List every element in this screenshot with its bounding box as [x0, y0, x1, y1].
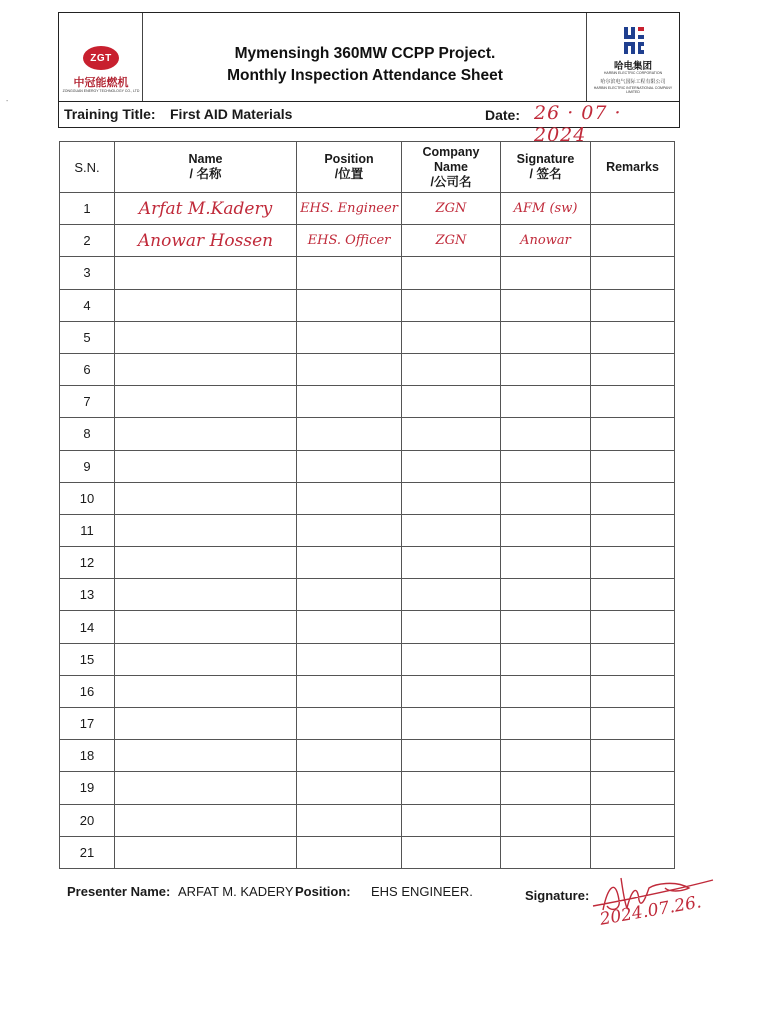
cell-signature [501, 450, 591, 482]
cell-name [115, 289, 297, 321]
date-label: Date: [485, 107, 521, 123]
cell-position [297, 611, 402, 643]
header-remarks: Remarks [591, 142, 675, 193]
cell-sn: 9 [60, 450, 115, 482]
cell-sn: 13 [60, 579, 115, 611]
cell-name [115, 804, 297, 836]
cell-signature [501, 675, 591, 707]
table-row [60, 418, 675, 450]
cell-name: Anowar Hossen [115, 225, 297, 257]
cell-position [297, 514, 402, 546]
cell-name [115, 321, 297, 353]
cell-sn: 10 [60, 482, 115, 514]
table-row [60, 321, 675, 353]
cell-position [297, 450, 402, 482]
document-header [58, 12, 680, 102]
cell-remarks [591, 353, 675, 385]
cell-signature [501, 579, 591, 611]
cell-position [297, 289, 402, 321]
zgt-logo-badge: ZGT [83, 46, 119, 70]
date-value-handwritten: 26 · 07 · 2024 [534, 102, 622, 146]
cell-signature [501, 482, 591, 514]
cell-remarks [591, 482, 675, 514]
cell-signature [501, 289, 591, 321]
cell-remarks [591, 675, 675, 707]
cell-sn: 12 [60, 547, 115, 579]
cell-sn: 20 [60, 804, 115, 836]
header-name [115, 142, 297, 193]
presenter-signature-label: Signature: [525, 888, 590, 903]
table-body [60, 193, 675, 869]
cell-name [115, 772, 297, 804]
header-company-en1: Company [422, 144, 480, 159]
cell-remarks [591, 643, 675, 675]
header-signature [501, 142, 591, 193]
cell-remarks [591, 836, 675, 868]
cell-position [297, 643, 402, 675]
presenter-name-value: ARFAT M. KADERY [178, 884, 294, 899]
cell-name [115, 450, 297, 482]
cell-company [402, 708, 501, 740]
cell-signature [501, 772, 591, 804]
cell-sn: 14 [60, 611, 115, 643]
cell-remarks [591, 579, 675, 611]
cell-sn: 19 [60, 772, 115, 804]
table-row [60, 643, 675, 675]
cell-name [115, 353, 297, 385]
table-row [60, 611, 675, 643]
cell-remarks [591, 772, 675, 804]
presenter-name-label: Presenter Name: [67, 884, 171, 899]
cell-company [402, 289, 501, 321]
cell-remarks [591, 289, 675, 321]
cell-company [402, 772, 501, 804]
header-company [402, 142, 501, 193]
cell-company [402, 611, 501, 643]
cell-sn: 6 [60, 353, 115, 385]
table-row [60, 675, 675, 707]
title-line-2: Monthly Inspection Attendance Sheet [227, 67, 503, 84]
cell-sn: 5 [60, 321, 115, 353]
table-row [60, 257, 675, 289]
presenter-position-label: Position: [295, 884, 351, 899]
harbin-electric-name-cn: 哈电集团 [613, 61, 652, 72]
cell-company [402, 321, 501, 353]
cell-company [402, 547, 501, 579]
cell-sn: 8 [60, 418, 115, 450]
cell-signature [501, 740, 591, 772]
cell-sn: 15 [60, 643, 115, 675]
cell-sn: 2 [60, 225, 115, 257]
table-row [60, 740, 675, 772]
cell-signature [501, 643, 591, 675]
header-signature-en: Signature [516, 152, 575, 166]
cell-position [297, 579, 402, 611]
cell-signature [501, 804, 591, 836]
table-row [60, 514, 675, 546]
cell-company [402, 386, 501, 418]
training-title-label: Training Title: [64, 106, 156, 122]
table-row [60, 482, 675, 514]
cell-name [115, 482, 297, 514]
cell-sn: 4 [60, 289, 115, 321]
cell-remarks [591, 514, 675, 546]
table-header-row [60, 142, 675, 193]
cell-signature [501, 386, 591, 418]
cell-remarks [591, 257, 675, 289]
harbin-electric-sub1: HARBIN ELECTRIC CORPORATION [603, 71, 663, 75]
cell-position [297, 804, 402, 836]
table-row [60, 804, 675, 836]
cell-name [115, 514, 297, 546]
harbin-electric-emblem-icon [623, 26, 645, 56]
training-info-row [58, 102, 680, 146]
cell-remarks [591, 547, 675, 579]
cell-company [402, 482, 501, 514]
header-company-en2: Name [433, 159, 469, 174]
cell-position [297, 772, 402, 804]
cell-name [115, 386, 297, 418]
title-line-1: Mymensingh 360MW CCPP Project. [234, 45, 496, 62]
cell-remarks [591, 193, 675, 225]
zgt-logo-name-en: ZONGGUAN ENERGY TECHNOLOGY CO., LTD [62, 89, 140, 93]
cell-position [297, 482, 402, 514]
scan-mark: - [6, 98, 9, 105]
cell-signature: AFM (sw) [501, 193, 591, 225]
cell-signature [501, 257, 591, 289]
table-row [60, 450, 675, 482]
table-row [60, 547, 675, 579]
cell-remarks [591, 740, 675, 772]
harbin-electric-sub2: 哈尔滨电气国际工程有限公司 [600, 79, 666, 85]
cell-sn: 18 [60, 740, 115, 772]
header-company-cn: /公司名 [430, 174, 472, 189]
cell-sn: 7 [60, 386, 115, 418]
cell-company [402, 675, 501, 707]
table-row [60, 579, 675, 611]
cell-position: EHS. Engineer [297, 193, 402, 225]
cell-remarks [591, 418, 675, 450]
cell-position [297, 675, 402, 707]
cell-remarks [591, 321, 675, 353]
cell-position [297, 547, 402, 579]
cell-name [115, 708, 297, 740]
cell-company [402, 353, 501, 385]
presenter-signature-date: 2024.07.26. [598, 892, 703, 930]
cell-company: ZGN [402, 225, 501, 257]
cell-company [402, 643, 501, 675]
cell-name [115, 675, 297, 707]
cell-sn: 16 [60, 675, 115, 707]
cell-sn: 1 [60, 193, 115, 225]
header-position [297, 142, 402, 193]
cell-position [297, 353, 402, 385]
header-name-cn: / 名称 [189, 167, 222, 181]
cell-signature [501, 611, 591, 643]
cell-company [402, 836, 501, 868]
header-sn: S.N. [60, 142, 115, 193]
cell-company [402, 740, 501, 772]
training-title-value: First AID Materials [170, 106, 293, 122]
cell-name [115, 643, 297, 675]
cell-position [297, 418, 402, 450]
cell-company [402, 514, 501, 546]
cell-remarks [591, 611, 675, 643]
harbin-electric-sub3: HARBIN ELECTRIC INTERNATIONAL COMPANY LIMITED [593, 86, 673, 94]
cell-name: Arfat M.Kadery [115, 193, 297, 225]
presenter-position-value: EHS ENGINEER. [371, 884, 473, 899]
cell-position: EHS. Officer [297, 225, 402, 257]
cell-position [297, 386, 402, 418]
cell-signature: Anowar [501, 225, 591, 257]
cell-position [297, 257, 402, 289]
cell-company [402, 450, 501, 482]
cell-sn: 17 [60, 708, 115, 740]
cell-name [115, 611, 297, 643]
cell-remarks [591, 708, 675, 740]
table-row [60, 386, 675, 418]
cell-signature [501, 321, 591, 353]
cell-remarks [591, 450, 675, 482]
cell-signature [501, 708, 591, 740]
document-title [143, 43, 587, 87]
cell-signature [501, 547, 591, 579]
zgt-logo-name-cn: 中冠能燃机 [73, 77, 129, 89]
cell-name [115, 257, 297, 289]
cell-signature [501, 514, 591, 546]
table-row [60, 353, 675, 385]
cell-signature [501, 836, 591, 868]
cell-name [115, 579, 297, 611]
header-signature-cn: / 签名 [529, 167, 562, 181]
cell-company [402, 418, 501, 450]
cell-position [297, 836, 402, 868]
cell-name [115, 740, 297, 772]
header-position-cn: /位置 [334, 167, 364, 181]
cell-company: ZGN [402, 193, 501, 225]
table-row [60, 193, 675, 225]
harbin-electric-logo [586, 13, 679, 101]
cell-position [297, 740, 402, 772]
table-row [60, 225, 675, 257]
cell-remarks [591, 225, 675, 257]
table-row [60, 289, 675, 321]
zgt-logo [59, 13, 143, 101]
table-row [60, 772, 675, 804]
cell-remarks [591, 386, 675, 418]
cell-sn: 11 [60, 514, 115, 546]
attendance-table [59, 141, 675, 869]
cell-position [297, 708, 402, 740]
table-row [60, 836, 675, 868]
cell-signature [501, 353, 591, 385]
cell-name [115, 418, 297, 450]
cell-company [402, 257, 501, 289]
table-row [60, 708, 675, 740]
header-name-en: Name [188, 152, 223, 166]
cell-company [402, 804, 501, 836]
cell-remarks [591, 804, 675, 836]
cell-name [115, 547, 297, 579]
cell-position [297, 321, 402, 353]
cell-signature [501, 418, 591, 450]
cell-company [402, 579, 501, 611]
cell-name [115, 836, 297, 868]
cell-sn: 21 [60, 836, 115, 868]
cell-sn: 3 [60, 257, 115, 289]
header-position-en: Position [324, 152, 374, 166]
